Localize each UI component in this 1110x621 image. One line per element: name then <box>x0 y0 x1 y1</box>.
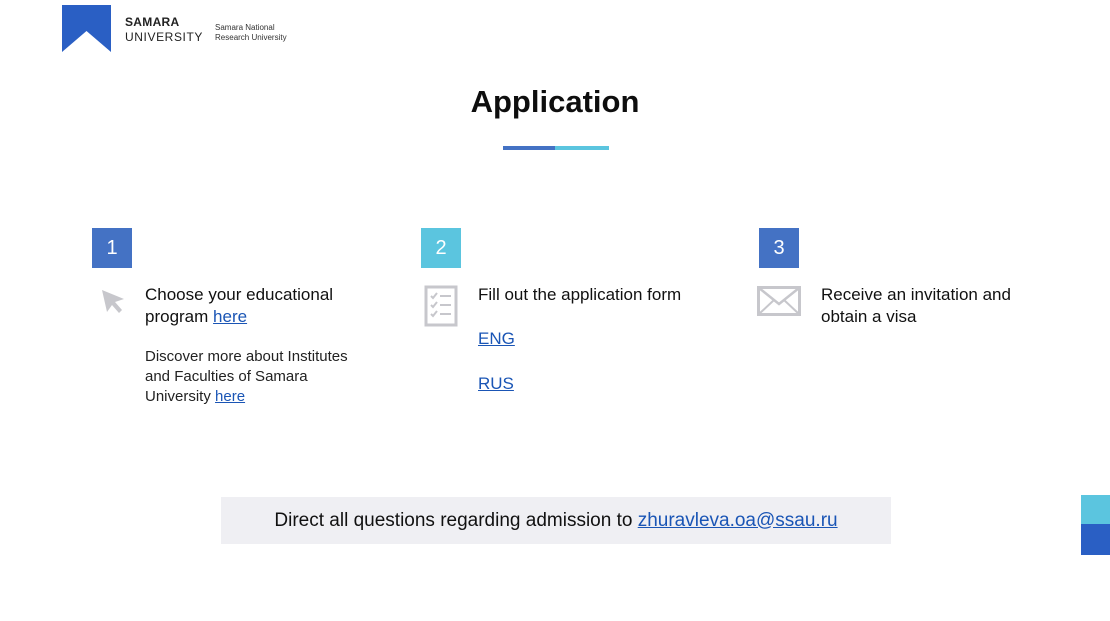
logo-subtitle <box>215 23 305 43</box>
step-1-subtext <box>145 347 375 407</box>
title-underline-light-segment <box>555 146 609 150</box>
step-1-sub-label: Discover more about Institutes and Faculties of Samara University <box>145 348 348 405</box>
contact-text: Direct all questions regarding admission to <box>274 509 633 531</box>
university-logo[interactable] <box>62 5 305 53</box>
logo-name-top: SAMARA <box>125 15 180 29</box>
side-tab-light[interactable] <box>1081 495 1110 524</box>
logo-subtitle-line2: Research University <box>215 33 287 42</box>
step-3-badge: 3 <box>759 228 799 268</box>
logo-wordmark <box>125 15 203 45</box>
step-2-text: Fill out the application form <box>478 285 682 304</box>
page-title: Application <box>470 84 640 119</box>
cursor-arrow-icon <box>100 288 126 314</box>
application-form-eng-link[interactable]: ENG <box>478 329 515 348</box>
samara-university-logo-icon <box>62 5 111 52</box>
contact-email-link[interactable]: zhuravleva.oa@ssau.ru <box>637 509 838 531</box>
admission-contact-box <box>221 497 891 544</box>
step-1-label: Choose your educational program <box>145 285 334 326</box>
step-1-faculties-here-link[interactable]: here <box>215 388 246 405</box>
title-underline <box>503 146 609 150</box>
logo-subtitle-line1: Samara National <box>215 23 275 32</box>
step-1-badge: 1 <box>92 228 132 268</box>
application-form-rus-link[interactable]: RUS <box>478 374 514 393</box>
step-1-here-link[interactable]: here <box>213 307 248 326</box>
step-1-text <box>145 284 375 328</box>
envelope-icon <box>757 286 801 316</box>
step-3-text: Receive an invitation and obtain a visa <box>821 285 1011 326</box>
logo-name-bottom: UNIVERSITY <box>125 30 204 44</box>
step-2-badge: 2 <box>421 228 461 268</box>
checklist-icon <box>424 285 458 327</box>
side-tab-dark[interactable] <box>1081 524 1110 555</box>
title-underline-dark-segment <box>503 146 555 150</box>
